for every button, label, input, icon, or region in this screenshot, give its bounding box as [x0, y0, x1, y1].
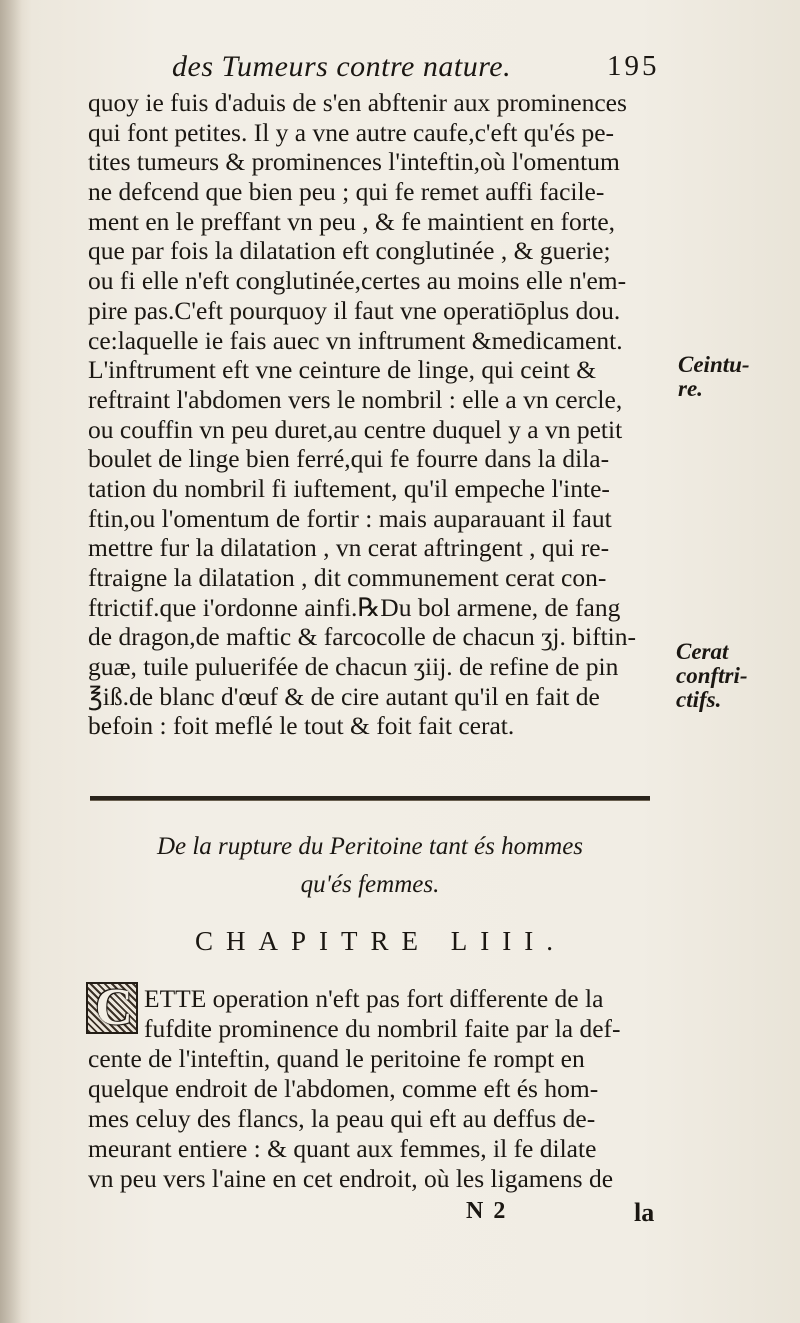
body-line: ment en le preffant vn peu , & fe maintient en forte,	[88, 206, 616, 236]
chapter-title-line: De la rupture du Peritoine tant és hommes	[156, 833, 584, 860]
body-text	[88, 88, 688, 741]
chapter-title	[90, 828, 650, 904]
chapter-line: mes celuy des flancs, la peau qui eft au deffus de-	[88, 1104, 596, 1133]
body-line: que par fois la dilatation eft conglutinée , & guerie;	[88, 236, 611, 266]
running-title: des Tumeurs contre nature.	[172, 50, 512, 83]
body-line: ftin,ou l'omentum de fortir : mais auparauant il faut	[88, 503, 612, 533]
chapter-line: vn peu vers l'aine en cet endroit, où les ligamens de	[88, 1164, 614, 1193]
margin-note-line: Cerat	[676, 639, 729, 664]
body-line: tites tumeurs & prominences l'inteftin,où l'omentum	[88, 147, 620, 177]
body-line: befoin : foit meflé le tout & foit fait cerat.	[88, 711, 515, 741]
margin-note-ceinture	[678, 353, 750, 401]
body-line: de dragon,de maftic & farcocolle de chacun ʒj. biftin-	[88, 622, 637, 652]
body-line: ne defcend que bien peu ; qui fe remet auffi facile-	[88, 177, 605, 207]
body-line: quoy ie fuis d'aduis de s'en abftenir aux prominences	[88, 88, 627, 117]
body-line: tation du nombril fi iuftement, qu'il empeche l'inte-	[88, 473, 610, 503]
body-line: ou couffin vn peu duret,au centre duquel y a vn petit	[88, 414, 623, 444]
chapter-line: meurant entiere : & quant aux femmes, il fe dilate	[88, 1134, 597, 1163]
chapter-title-line: qu'és femmes.	[300, 871, 440, 898]
body-line: L'inftrument eft vne ceinture de linge, qui ceint &	[88, 355, 597, 385]
body-line: reftraint l'abdomen vers le nombril : elle a vn cercle,	[88, 384, 623, 414]
margin-note-cerat	[676, 640, 748, 712]
body-line: ce:laquelle ie fais auec vn inftrument &medicament.	[88, 325, 623, 355]
section-rule	[90, 796, 650, 801]
body-line: guæ, tuile puluerifée de chacun ʒiij. de refine de pin	[88, 652, 619, 682]
chapter-line: fufdite prominence du nombril faite par la def-	[144, 1014, 621, 1043]
running-head	[0, 50, 800, 86]
margin-note-line: Ceintu-	[678, 352, 750, 377]
chapter-text	[88, 984, 688, 1194]
chapter-number: CHAPITRE LIII.	[195, 926, 566, 956]
drop-cap-letter: C	[95, 979, 133, 1036]
chapter-line: cente de l'inteftin, quand le peritoine fe rompt en	[88, 1044, 585, 1073]
body-line: pire pas.C'eft pourquoy il faut vne operatiōplus dou.	[88, 295, 621, 325]
catchword: la	[634, 1198, 655, 1227]
body-line: ℥iß.de blanc d'œuf & de cire autant qu'il en fait de	[88, 681, 600, 711]
margin-note-line: conftri-	[676, 663, 748, 688]
margin-note-line: ctifs.	[676, 687, 722, 712]
margin-note-line: re.	[678, 376, 703, 401]
body-line: qui font petites. Il y a vne autre caufe,c'eft qu'és pe-	[88, 117, 615, 147]
body-line: mettre fur la dilatation , vn cerat aftringent , qui re-	[88, 533, 610, 563]
body-line: ftraigne la dilatation , dit communement cerat con-	[88, 563, 607, 592]
chapter-line: ETTE operation n'eft pas fort differente de la	[144, 984, 604, 1013]
body-line: boulet de linge bien ferré,qui fe fourre dans la dila-	[88, 444, 610, 474]
body-line: ou fi elle n'eft conglutinée,certes au moins elle n'em-	[88, 266, 627, 296]
page-number: 195	[607, 50, 660, 82]
body-line: ftrictif.que i'ordonne ainfi.℞Du bol armene, de fang	[88, 592, 621, 622]
chapter-line: quelque endroit de l'abdomen, comme eft és hom-	[88, 1074, 599, 1103]
spine-shadow	[0, 0, 22, 1323]
signature-mark: N 2	[466, 1198, 508, 1224]
